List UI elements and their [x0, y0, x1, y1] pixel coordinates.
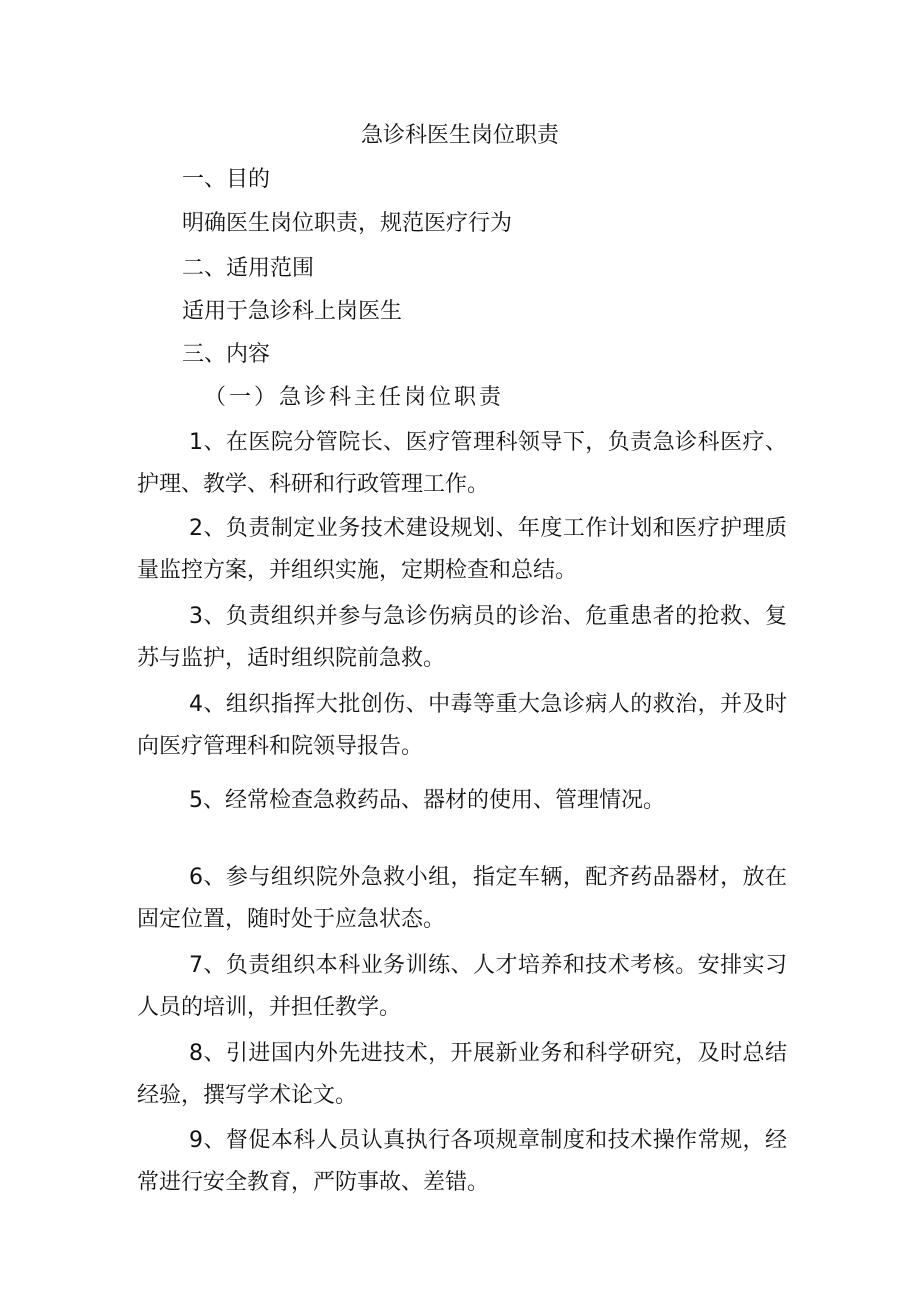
list-item: 5、经常检查急救药品、器材的使用、管理情况。 [189, 788, 665, 813]
list-item: 9、督促本科人员认真执行各项规章制度和技术操作常规，经常进行安全教育，严防事故、差错。 [137, 1128, 787, 1195]
scope-text: 适用于急诊科上岗医生 [182, 299, 403, 324]
subsection-heading: （一）急诊科主任岗位职责 [204, 385, 505, 410]
scope-heading: 二、适用范围 [182, 256, 315, 281]
purpose-text: 明确医生岗位职责，规范医疗行为 [182, 211, 513, 236]
purpose-heading: 一、目的 [182, 167, 271, 192]
list-item: 6、参与组织院外急救小组，指定车辆，配齐药品器材，放在固定位置，随时处于应急状态。 [137, 865, 787, 932]
list-item: 4、组织指挥大批创伤、中毒等重大急诊病人的救治，并及时向医疗管理科和院领导报告。 [137, 692, 787, 759]
list-item: 7、负责组织本科业务训练、人才培养和技术考核。安排实习人员的培训，并担任教学。 [137, 953, 787, 1020]
document-title: 急诊科医生岗位职责 [360, 123, 559, 148]
content-heading: 三、内容 [182, 342, 271, 367]
list-item: 3、负责组织并参与急诊伤病员的诊治、危重患者的抢救、复苏与监护，适时组织院前急救。 [137, 604, 787, 671]
list-item: 8、引进国内外先进技术，开展新业务和科学研究，及时总结经验，撰写学术论文。 [137, 1041, 787, 1108]
list-item: 1、在医院分管院长、医疗管理科领导下，负责急诊科医疗、护理、教学、科研和行政管理工作。 [137, 430, 787, 497]
list-item: 2、负责制定业务技术建设规划、年度工作计划和医疗护理质量监控方案，并组织实施，定期检查和总结。 [137, 516, 787, 583]
